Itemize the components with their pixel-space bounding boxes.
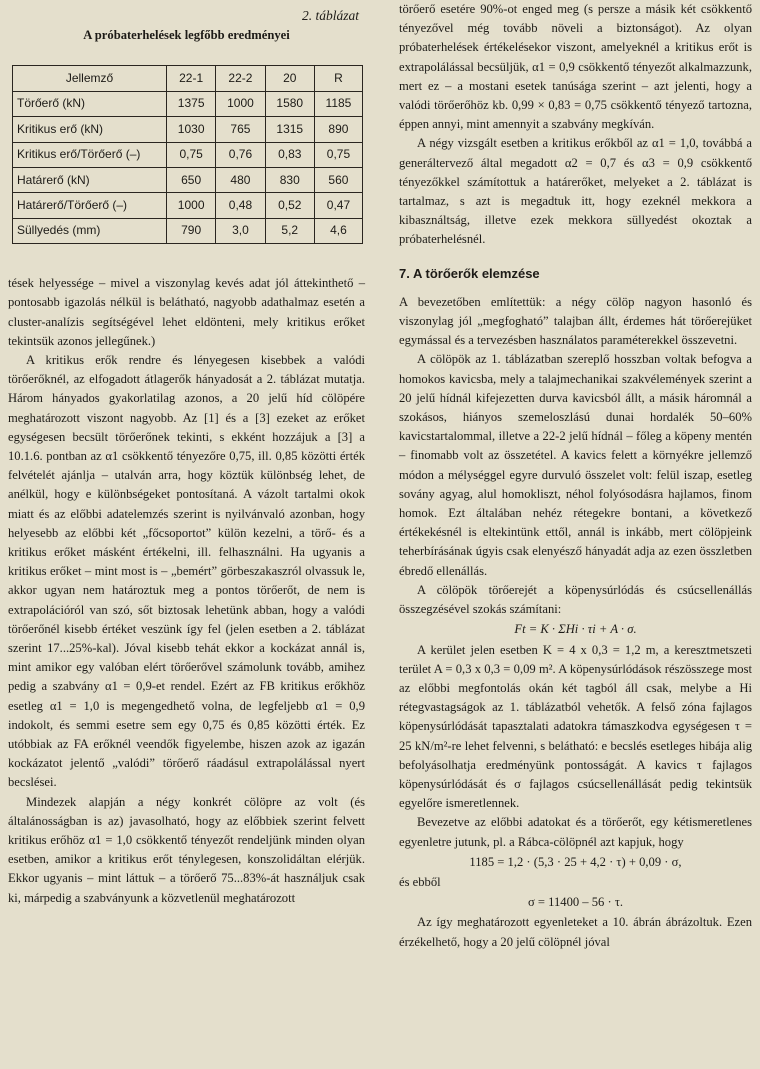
- row-label-cell: Határerő (kN): [13, 167, 167, 192]
- formula: 1185 = 1,2 · (5,3 · 25 + 4,2 · τ) + 0,09 · σ,: [469, 854, 682, 869]
- formula: σ = 11400 – 56 · τ.: [527, 895, 624, 910]
- value-cell: 0,76: [216, 142, 265, 167]
- value-cell: 1375: [167, 91, 216, 116]
- paragraph: tések helyessége – mivel a viszonylag kevés adat jól áttekinthető – pontosabb igazolás nélkül is belátható, nagyobb adathalmaz esetén a cluster-analízis segítségével lehet eldönteni, mely kritikus erőket tekintsük azonos jellegűnek.): [8, 276, 365, 348]
- paragraph: és ebből: [399, 874, 441, 889]
- paragraph: Az így meghatározott egyenleteket a 10. ábrán ábrázoltuk. Ezen érzékelhető, hogy a 20 jelű cölöpnél jóval: [399, 915, 752, 949]
- table-row: [13, 91, 363, 116]
- header-cell: 20: [265, 66, 314, 91]
- value-cell: 890: [314, 117, 362, 142]
- table-row: [13, 218, 363, 243]
- formula: Ft = K · ΣHi · τi + A · σ.: [514, 622, 637, 637]
- header-cell: 22-2: [216, 66, 265, 91]
- paragraph: törőerő esetére 90%-ot enged meg (s persze a másik két csökkentő tényezővel még tovább növeli a biztonságot). Az olyan próbaterhelések értékelésekor viszont, amelyeknél a kritikus erőt is extrapolálással becsüljük, α1 = 0,9 csökkentő tényezőt alkalmazzunk, mert ez – a mostani esetek tanúsága szerint – azt jelenti, hogy a valódi törőerőhöz kb. 0,99 × 0,83 = 0,75 csökkentő tényező tartozna, éppen annyi, mint amennyit a szabvány megkíván.: [399, 2, 752, 132]
- row-label-cell: Határerő/Törőerő (–): [13, 193, 167, 218]
- value-cell: 1185: [314, 91, 362, 116]
- paragraph: Bevezetve az előbbi adatokat és a törőerőt, egy kétismeretlenes egyenletre jutunk, pl. a Rábca-cölöpnél azt kapjuk, hogy: [399, 815, 752, 849]
- table-row: [13, 117, 363, 142]
- paragraph: A cölöpök az 1. táblázatban szereplő hosszban voltak befogva a homokos kavicsba, mely a talajmechanikai szakvélemények szerint a 20 jelű hídnál kifejezetten durva kavicsból állt, a másik háromnál a szokásos, hiányos szemeloszlású dunai hordalék 50–60% kavicstartalommal, illetve a 22-2 jelű hídnál – főleg a köpeny mentén – finomabb volt az összetétel. A kavics felett a környékre jellemző módon a mélységgel egyre durvuló összelet volt: felül iszap, esetleg sovány agyag, alul homokliszt, néhol folyósodásra hajlamos, finom homok. Ezt általában nehéz rétegekre bontani, a következő értékekésnél is eltekintünk ettől, annál is inkább, mert cölöpjeink teherbírásának úgyis csak elenyésző hányadát adja az ezen összletben ébredő ellenállás.: [399, 352, 752, 578]
- header-cell: R: [314, 66, 362, 91]
- value-cell: 1030: [167, 117, 216, 142]
- table-title: A próbaterhelések legfőbb eredményei: [83, 28, 290, 43]
- value-cell: 0,75: [167, 142, 216, 167]
- value-cell: 5,2: [265, 218, 314, 243]
- row-label-cell: Süllyedés (mm): [13, 218, 167, 243]
- table-row: [13, 142, 363, 167]
- row-label-cell: Kritikus erő (kN): [13, 117, 167, 142]
- value-cell: 0,75: [314, 142, 362, 167]
- results-table: [12, 65, 363, 244]
- value-cell: 560: [314, 167, 362, 192]
- value-cell: 765: [216, 117, 265, 142]
- row-label-cell: Kritikus erő/Törőerő (–): [13, 142, 167, 167]
- header-cell: Jellemző: [13, 66, 167, 91]
- value-cell: 3,0: [216, 218, 265, 243]
- paragraph: A bevezetőben említettük: a négy cölöp nagyon hasonló és viszonylag jól „megfogható” talajban állt, érdemes hát törőerejüket egymással és a tervezésben használatos paraméterekkel összevetni.: [399, 294, 752, 348]
- row-label-cell: Törőerő (kN): [13, 91, 167, 116]
- right-column: [399, 0, 752, 952]
- table-row: [13, 193, 363, 218]
- table-row: [13, 167, 363, 192]
- value-cell: 830: [265, 167, 314, 192]
- value-cell: 4,6: [314, 218, 362, 243]
- paragraph: Mindezek alapján a négy konkrét cölöpre az volt (és általánosságban is az) javasolható, hogy az előbbiek szerint felvett kritikus erőhöz α1 = 1,0 csökkentő tényezőt rendeljünk minden olyan esetben, amikor a kritikus erőt ténylegesen, konszolidáltan elérjük. Ekkor ugyanis – mint láttuk – a törőerő 75...83%-át használjuk csak ki, márpedig a szabványunk a közvetlenül meghatározott: [8, 794, 365, 905]
- value-cell: 480: [216, 167, 265, 192]
- value-cell: 650: [167, 167, 216, 192]
- header-cell: 22-1: [167, 66, 216, 91]
- table-header-row: [13, 66, 363, 91]
- value-cell: 0,48: [216, 193, 265, 218]
- paragraph: A négy vizsgált esetben a kritikus erőkből az α1 = 1,0, továbbá a generáltervező által megadott α2 = 0,7 és α3 = 0,9 csökkentő tényezőkkel számítottuk a határerőket, melyeket a 2. táblázat is tartalmaz, s azt is megadtuk itt, hogy ezeknél mekkora a kibasználtság, illetve ezek mekkora süllyedést okoztak a próbaterhelésnél.: [399, 136, 752, 247]
- value-cell: 1580: [265, 91, 314, 116]
- value-cell: 1000: [216, 91, 265, 116]
- paragraph: A cölöpök törőerejét a köpenysúrlódás és csúcsellenállás összegzésével szokás számítani:: [399, 582, 752, 617]
- value-cell: 0,83: [265, 142, 314, 167]
- paragraph: A kerület jelen esetben K = 4 x 0,3 = 1,2 m, a keresztmetszeti terület A = 0,3 x 0,3 = 0,09 m². A köpenysúrlódások részösszege most az előbbi megfontolás okán két tagból áll csak, melybe a Hi rétegvastagságok az 1. táblázatból vehetők. A felső zóna fajlagos köpenysúrlódását tapasztalati adatokra támaszkodva egységesen τ = 25 kN/m²-re lehet felvenni, s belátható: e becslés esetleges hibája alig befolyásolhatja eredményünk pontosságát. A kavics τ fajlagos köpenysúrlódását és σ fajlagos csúcsellenállását pedig tekintsük egyelőre ismeretlennek.: [399, 642, 752, 811]
- value-cell: 1315: [265, 117, 314, 142]
- left-column: [8, 0, 365, 908]
- value-cell: 790: [167, 218, 216, 243]
- value-cell: 0,47: [314, 193, 362, 218]
- value-cell: 1000: [167, 193, 216, 218]
- table-number: 2. táblázat: [301, 8, 359, 23]
- paragraph: A kritikus erők rendre és lényegesen kisebbek a valódi törőerőknél, az elfogadott átlagerők hányadosát a 2. táblázat mutatja. Három hányados gyakorlatilag azonos, a 20 jelű híd cölöpére meghatározott viszont nagyobb. Az [1] és a [3] ezeket az erőket egységesen becsült törőerőnek tekinti, s ekként hozzájuk a [3] a 10.1.6. pontban az α1 csökkentő tényezőre 0,75, ill. 0,85 közötti érték felvételét ajánlja – utalván arra, hogy köztük különbség lehet, de anélkül, hogy e különbségeket pontosítaná. A vázolt tartalmi okok miatt és az előbbi adatelemzés szerint is nyilvánvaló azonban, hogy helyesebb az előbbi két „főcsoportot” külön kezelni, a törő- és a kritikus erőket másként értékelni, ill. felhasználni. Ha ugyanis a kritikus erőket – mint most is – „bemért” görbeszakaszról olvassuk le, akkor ugyan nem határoztuk meg a pontos törőerőt, de nem is extrapolációról van szó, sőt biztosak lehetünk abban, hogy a valódi törőerőnél kisebb értéket veszünk így fel (jelen esetben a 2. táblázat szerint 17...25%-kal). Jóval kisebb tehát ekkor a kockázat annál is, mint amikor egy valóban elért törőerővel számolunk tovább, amihez pedig a szabvány α1 = 0,9-et rendel. Ezért az FB kritikus erőkhöz esetleg α1 = 1,0 is megengedhető volna, de legfeljebb α1 = 0,9 indokolt, és semmi esetre sem egy 0,75 és 0,85 közötti érték. Ez utóbbiak az FA erőknél veendők figyelembe, hiszen azok az igazán kockázatot jelentő „valódi” törőerő ráadásul extrapolálással nyert becslései.: [8, 352, 365, 790]
- section-heading: 7. A törőerők elemzése: [399, 265, 540, 281]
- value-cell: 0,52: [265, 193, 314, 218]
